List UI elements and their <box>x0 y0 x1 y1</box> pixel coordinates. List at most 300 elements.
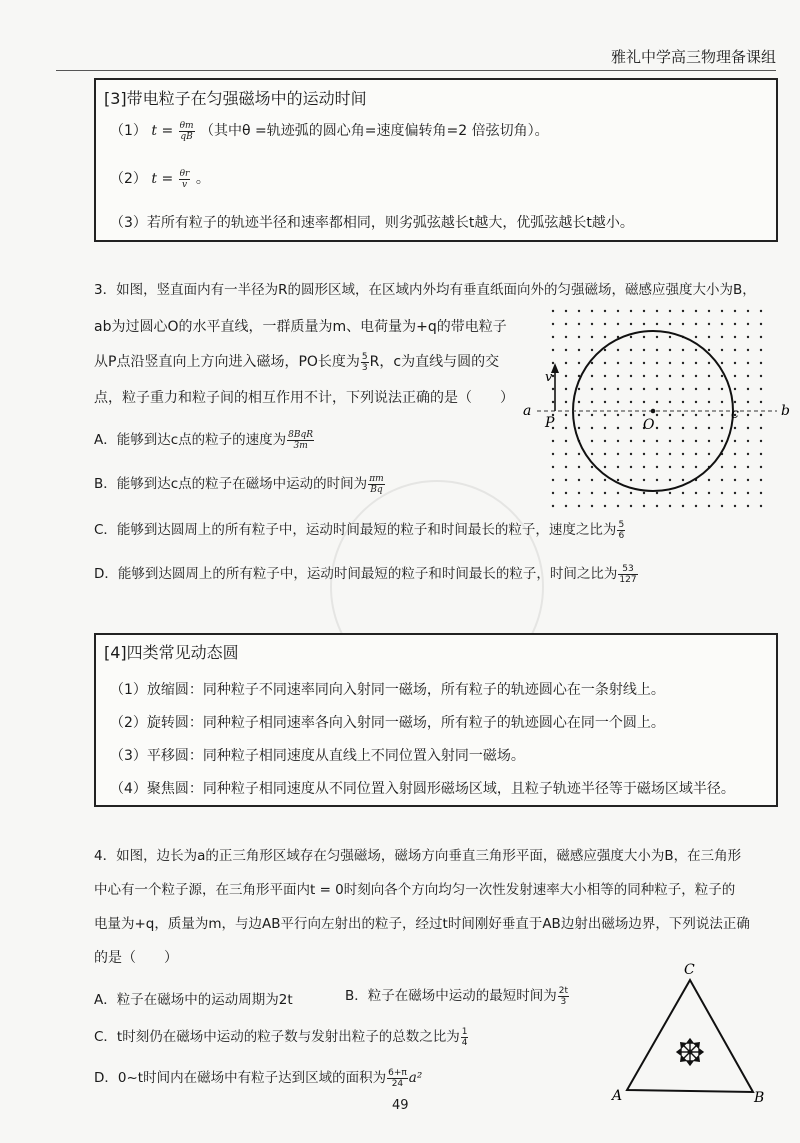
field-dot <box>695 323 697 325</box>
field-dot <box>565 414 567 416</box>
field-dot <box>565 466 567 468</box>
field-dot <box>552 453 554 455</box>
field-dot <box>591 323 593 325</box>
field-dot <box>565 401 567 403</box>
field-dot <box>760 388 762 390</box>
field-dot <box>578 349 580 351</box>
field-dot <box>617 310 619 312</box>
field-dot <box>747 375 749 377</box>
field-dot <box>760 310 762 312</box>
field-dot <box>552 336 554 338</box>
field-dot <box>604 492 606 494</box>
label-c: c <box>731 406 739 422</box>
q4-c-fraction <box>461 1027 469 1048</box>
field-dot <box>591 453 593 455</box>
field-dot <box>578 414 580 416</box>
q3-a-fraction <box>287 430 314 451</box>
label-v: v <box>545 370 553 385</box>
field-dot <box>669 401 671 403</box>
field-dot <box>591 349 593 351</box>
field-dot <box>656 440 658 442</box>
field-dot <box>682 349 684 351</box>
field-dot <box>682 310 684 312</box>
label-vertex-a: A <box>612 1088 623 1104</box>
field-dot <box>747 388 749 390</box>
field-dot <box>656 427 658 429</box>
field-dot <box>760 466 762 468</box>
field-dot <box>669 336 671 338</box>
header-school: 雅礼中学高三物理备课组 <box>610 48 776 66</box>
field-dot <box>604 388 606 390</box>
label-o: O <box>643 417 655 433</box>
q4-option-c <box>94 1025 469 1048</box>
label-vertex-b: B <box>754 1090 765 1106</box>
field-dot <box>643 310 645 312</box>
q4-option-b <box>345 984 570 1007</box>
box-3-line-1 <box>110 120 549 142</box>
field-dot <box>643 505 645 507</box>
field-dot <box>682 401 684 403</box>
box-3-l1-prefix: （1） <box>110 123 147 139</box>
box-3-line-3: （3）若所有粒子的轨迹半径和速率都相同，则劣弧弦越长t越大，优弧弦越长t越小。 <box>110 215 634 231</box>
field-dot <box>669 427 671 429</box>
field-dot <box>695 349 697 351</box>
field-dot <box>721 505 723 507</box>
field-dot <box>695 401 697 403</box>
field-dot <box>617 505 619 507</box>
field-dot <box>643 466 645 468</box>
q4-d-post: a² <box>408 1070 423 1086</box>
field-dot <box>630 427 632 429</box>
field-dot <box>617 401 619 403</box>
field-dot <box>565 440 567 442</box>
field-dot <box>552 310 554 312</box>
field-dot <box>565 310 567 312</box>
field-dot <box>630 349 632 351</box>
field-dot <box>734 310 736 312</box>
q3-line-3 <box>94 348 499 376</box>
field-dot <box>591 492 593 494</box>
field-dot <box>669 375 671 377</box>
field-dot <box>552 362 554 364</box>
field-dot <box>747 492 749 494</box>
field-dot <box>708 492 710 494</box>
field-dot <box>734 375 736 377</box>
field-dot <box>630 453 632 455</box>
q3-a-den: 3m <box>293 440 308 451</box>
box-3-l1-num: θm <box>179 120 194 131</box>
box-3-title: [3]带电粒子在匀强磁场中的运动时间 <box>104 89 367 108</box>
field-dot <box>760 362 762 364</box>
label-vertex-c: C <box>684 962 695 978</box>
q4-line-3: 电量为+q，质量为m，与边AB平行向左射出的粒子，经过t时间刚好垂直于AB边射出磁场边界，下列说法正确 <box>94 916 750 932</box>
field-dot <box>734 349 736 351</box>
particle-source-center <box>688 1050 693 1055</box>
field-dot <box>591 388 593 390</box>
field-dot <box>747 336 749 338</box>
field-dot <box>565 453 567 455</box>
field-dot <box>591 401 593 403</box>
field-dot <box>695 414 697 416</box>
field-dot <box>708 310 710 312</box>
field-dot <box>669 440 671 442</box>
field-dot <box>630 401 632 403</box>
field-dot <box>708 505 710 507</box>
field-dot <box>656 310 658 312</box>
q4-d-den: 24 <box>391 1078 404 1089</box>
q4-b-fraction <box>558 986 569 1007</box>
field-dot <box>734 440 736 442</box>
field-dot <box>604 323 606 325</box>
field-dot <box>760 492 762 494</box>
field-dot <box>695 427 697 429</box>
field-dot <box>669 479 671 481</box>
q3-b-text: B．能够到达c点的粒子在磁场中运动的时间为 <box>94 476 368 492</box>
q3-line-4: 点，粒子重力和粒子间的相互作用不计，下列说法正确的是（ ） <box>94 390 514 406</box>
box-4-item-3: （3）平移圆：同种粒子相同速度从直线上不同位置入射同一磁场。 <box>110 748 525 764</box>
box-3-l1-rest: （其中θ =轨迹弧的圆心角=速度偏转角=2 倍弦切角）。 <box>200 123 549 139</box>
q3-l3-num: 5 <box>361 351 368 362</box>
field-dot <box>656 336 658 338</box>
field-dot <box>708 362 710 364</box>
field-dot <box>669 414 671 416</box>
field-dot <box>630 336 632 338</box>
field-dot <box>643 349 645 351</box>
field-dot <box>734 323 736 325</box>
field-dot <box>630 440 632 442</box>
field-dot <box>682 492 684 494</box>
field-dot <box>760 440 762 442</box>
q3-b-num: πm <box>369 473 384 484</box>
q3-l3a: 从P点沿竖直向上方向进入磁场，PO长度为 <box>94 354 360 370</box>
field-dot <box>604 310 606 312</box>
field-dot <box>734 388 736 390</box>
field-dot <box>734 401 736 403</box>
q4-b-text: B．粒子在磁场中运动的最短时间为 <box>345 988 557 1004</box>
field-dot <box>669 323 671 325</box>
field-dot <box>604 336 606 338</box>
field-dot <box>578 492 580 494</box>
field-dot <box>747 440 749 442</box>
q3-d-fraction <box>618 564 637 585</box>
field-dot <box>721 440 723 442</box>
field-dot <box>708 440 710 442</box>
field-dot <box>578 427 580 429</box>
field-dot <box>617 349 619 351</box>
field-dot <box>565 427 567 429</box>
field-dot <box>682 440 684 442</box>
q4-c-den: 4 <box>461 1037 468 1048</box>
box-4-item-4: （4）聚焦圆：同种粒子相同速度从不同位置入射圆形磁场区域，且粒子轨迹半径等于磁场区域半径。 <box>110 781 735 797</box>
q4-line-1: 4．如图，边长为a的正三角形区域存在匀强磁场，磁场方向垂直三角形平面，磁感应强度大小为B，在三角形 <box>94 848 742 864</box>
field-dot <box>669 505 671 507</box>
q4-b-den: 3 <box>560 996 567 1007</box>
field-dot <box>747 414 749 416</box>
field-dot <box>721 492 723 494</box>
field-dot <box>760 505 762 507</box>
q3-b-den: Bq <box>370 484 383 495</box>
field-dot <box>617 323 619 325</box>
q3-figure <box>515 305 795 520</box>
field-dot <box>617 466 619 468</box>
q3-b-fraction <box>368 474 384 495</box>
field-dot <box>643 388 645 390</box>
field-dot <box>747 310 749 312</box>
field-dot <box>734 505 736 507</box>
field-dot <box>760 414 762 416</box>
box-3-l1-fraction <box>179 121 195 142</box>
field-dot <box>591 505 593 507</box>
field-dot <box>708 401 710 403</box>
box-4 <box>94 633 778 807</box>
field-dot <box>682 453 684 455</box>
q3-c-num: 5 <box>618 519 625 530</box>
field-dot <box>760 336 762 338</box>
field-dot <box>747 505 749 507</box>
field-dot <box>656 505 658 507</box>
emission-arrowhead <box>687 1039 693 1043</box>
field-dot <box>721 310 723 312</box>
field-dot <box>747 323 749 325</box>
q4-b-num: 2t <box>558 985 569 996</box>
field-dot <box>604 440 606 442</box>
field-dot <box>578 310 580 312</box>
field-dot <box>591 362 593 364</box>
field-dot <box>552 388 554 390</box>
q3-l3-den: 3 <box>361 362 368 373</box>
q4-c-num: 1 <box>461 1026 468 1037</box>
field-dot <box>604 453 606 455</box>
field-dot <box>630 310 632 312</box>
q4-line-2: 中心有一个粒子源，在三角形平面内t = 0时刻向各个方向均匀一次性发射速率大小相等的同种粒子，粒子的 <box>94 882 736 898</box>
field-dot <box>604 414 606 416</box>
field-dot <box>578 479 580 481</box>
field-dot <box>656 466 658 468</box>
page-number: 49 <box>392 1098 409 1113</box>
q4-d-text: D．0~t时间内在磁场中有粒子达到区域的面积为 <box>94 1070 387 1086</box>
field-dot <box>695 362 697 364</box>
field-dot <box>682 466 684 468</box>
field-dot <box>617 453 619 455</box>
field-dot <box>760 479 762 481</box>
field-dot <box>578 453 580 455</box>
field-dot <box>604 401 606 403</box>
field-dot <box>630 505 632 507</box>
field-dot <box>617 427 619 429</box>
field-dot <box>708 323 710 325</box>
box-4-item-2: （2）旋转圆：同种粒子相同速率各向入射同一磁场，所有粒子的轨迹圆心在同一个圆上。 <box>110 715 665 731</box>
field-dot <box>578 362 580 364</box>
box-3-l2-rest: 。 <box>195 171 210 187</box>
field-dot <box>695 440 697 442</box>
field-dot <box>656 323 658 325</box>
field-dot <box>708 375 710 377</box>
field-dot <box>630 414 632 416</box>
field-dot <box>747 453 749 455</box>
field-dot <box>695 466 697 468</box>
q3-d-num: 53 <box>618 564 637 575</box>
field-dot <box>682 323 684 325</box>
field-dot <box>565 505 567 507</box>
field-dot <box>747 362 749 364</box>
box-3-l1-den: qB <box>180 131 193 142</box>
q3-l3b: R，c为直线与圆的交 <box>369 354 500 370</box>
field-dot <box>643 401 645 403</box>
field-dot <box>695 505 697 507</box>
field-dot <box>682 479 684 481</box>
field-dot <box>578 336 580 338</box>
field-dot <box>565 323 567 325</box>
field-dot <box>617 479 619 481</box>
field-dot <box>747 466 749 468</box>
field-dot <box>617 388 619 390</box>
field-dot <box>708 336 710 338</box>
field-dot <box>721 323 723 325</box>
field-dot <box>604 505 606 507</box>
field-dot <box>643 479 645 481</box>
field-dot <box>708 479 710 481</box>
field-dot <box>747 401 749 403</box>
field-dot <box>721 388 723 390</box>
field-dot <box>617 440 619 442</box>
field-dot <box>721 375 723 377</box>
field-dot <box>682 505 684 507</box>
q4-d-num: 6+π <box>388 1067 407 1078</box>
field-dot <box>565 336 567 338</box>
field-dot <box>747 479 749 481</box>
field-dot <box>669 362 671 364</box>
field-dot <box>578 401 580 403</box>
field-dot <box>708 427 710 429</box>
q3-option-a <box>94 428 315 451</box>
field-dot <box>604 466 606 468</box>
q3-c-fraction <box>617 520 625 541</box>
q3-a-num: 8BqR <box>288 429 314 440</box>
q3-a-text: A．能够到达c点的粒子的速度为 <box>94 432 287 448</box>
field-dot <box>643 492 645 494</box>
field-dot <box>604 349 606 351</box>
box-3-line-2 <box>110 168 210 190</box>
field-dot <box>656 414 658 416</box>
field-dot <box>565 349 567 351</box>
field-dot <box>630 466 632 468</box>
field-dot <box>591 427 593 429</box>
field-dot <box>669 492 671 494</box>
field-dot <box>734 479 736 481</box>
field-dot <box>617 375 619 377</box>
field-dot <box>591 336 593 338</box>
triangle-region <box>627 980 753 1092</box>
field-dot <box>656 479 658 481</box>
field-dot <box>578 466 580 468</box>
field-dot <box>604 427 606 429</box>
field-dot <box>552 505 554 507</box>
q4-triangle-figure <box>610 960 770 1110</box>
field-dot <box>721 401 723 403</box>
field-dot <box>565 362 567 364</box>
field-dot <box>760 375 762 377</box>
emission-arrowhead <box>699 1049 703 1055</box>
field-dot <box>708 349 710 351</box>
field-dot <box>552 440 554 442</box>
field-dot <box>630 492 632 494</box>
field-dot <box>721 362 723 364</box>
field-dot <box>643 323 645 325</box>
field-dot <box>578 323 580 325</box>
field-dot <box>721 466 723 468</box>
field-dot <box>552 479 554 481</box>
field-dot <box>630 362 632 364</box>
field-dot <box>643 453 645 455</box>
field-dot <box>578 388 580 390</box>
field-dot <box>643 414 645 416</box>
field-dot <box>617 414 619 416</box>
field-dot <box>721 336 723 338</box>
field-dot <box>604 375 606 377</box>
field-dot <box>669 310 671 312</box>
box-3-l2-num: θr <box>179 168 190 179</box>
q4-c-text: C．t时刻仍在磁场中运动的粒子数与发射出粒子的总数之比为 <box>94 1029 460 1045</box>
q3-l3-fraction <box>361 352 369 373</box>
emission-arrowhead <box>687 1061 693 1065</box>
field-dot <box>747 349 749 351</box>
field-dot <box>656 453 658 455</box>
field-dot <box>682 362 684 364</box>
label-a: a <box>523 403 532 419</box>
field-dot <box>734 492 736 494</box>
field-dot <box>734 336 736 338</box>
field-dot <box>682 427 684 429</box>
q3-d-text: D．能够到达圆周上的所有粒子中，运动时间最短的粒子和时间最长的粒子，时间之比为 <box>94 566 618 582</box>
field-dot <box>591 440 593 442</box>
field-dot <box>552 401 554 403</box>
field-dot <box>617 362 619 364</box>
field-dot <box>591 414 593 416</box>
field-dot <box>643 440 645 442</box>
box-3-l2-prefix: （2） <box>110 171 147 187</box>
field-dot <box>721 349 723 351</box>
field-dot <box>656 362 658 364</box>
field-dot <box>721 427 723 429</box>
field-dot <box>669 349 671 351</box>
field-dot <box>552 466 554 468</box>
field-dot <box>708 388 710 390</box>
field-dot <box>591 466 593 468</box>
q3-option-b <box>94 472 386 495</box>
field-dot <box>760 453 762 455</box>
field-dot <box>721 414 723 416</box>
emission-arrowhead <box>677 1049 681 1055</box>
field-dot <box>669 453 671 455</box>
field-dot <box>552 323 554 325</box>
field-dot <box>578 505 580 507</box>
q4-option-d <box>94 1066 422 1089</box>
field-dot <box>695 310 697 312</box>
field-dot <box>695 336 697 338</box>
q4-line-4: 的是（ ） <box>94 950 178 966</box>
field-dot <box>643 362 645 364</box>
field-dot <box>617 492 619 494</box>
box-3-l2-t: t = <box>151 171 174 187</box>
field-dot <box>721 479 723 481</box>
field-dot <box>565 479 567 481</box>
field-dot <box>591 310 593 312</box>
field-dot <box>630 323 632 325</box>
field-dot <box>565 492 567 494</box>
header-divider <box>56 70 776 71</box>
field-dot <box>760 323 762 325</box>
field-dot <box>552 492 554 494</box>
